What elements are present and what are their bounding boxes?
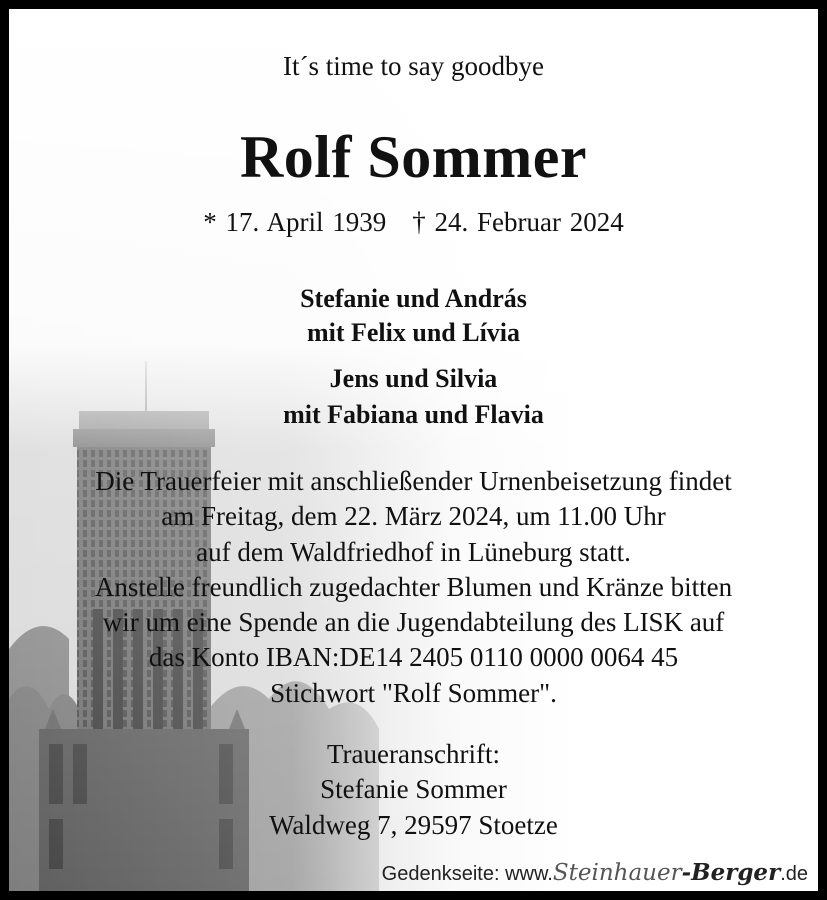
family-line: Stefanie und András bbox=[300, 284, 527, 313]
announcement-line: Die Trauerfeier mit anschließender Urnenbeisetzung findet bbox=[95, 466, 732, 496]
footer-suffix: .de bbox=[780, 863, 808, 885]
birth-date: * 17. April 1939 bbox=[203, 207, 387, 237]
brand-berger: Berger bbox=[691, 859, 781, 886]
brand-separator: - bbox=[681, 859, 692, 886]
notice-content bbox=[9, 9, 818, 891]
brand-steinhauer: Steinhauer bbox=[552, 860, 682, 886]
announcement-line: am Freitag, dem 22. März 2024, um 11.00 Uhr bbox=[161, 501, 666, 531]
address-heading: Traueranschrift: bbox=[327, 739, 500, 769]
announcement-line: das Konto IBAN:DE14 2405 0110 0000 0064 45 bbox=[148, 642, 679, 672]
memorial-page-link[interactable] bbox=[382, 859, 808, 886]
tagline: It´s time to say goodbye bbox=[283, 51, 544, 81]
announcement-line: Anstelle freundlich zugedachter Blumen und Kränze bitten bbox=[94, 572, 733, 602]
death-date: † 24. Februar 2024 bbox=[412, 207, 624, 237]
announcement-line: auf dem Waldfriedhof in Lüneburg statt. bbox=[196, 537, 631, 567]
deceased-name: Rolf Sommer bbox=[239, 124, 588, 190]
address-street: Waldweg 7, 29597 Stoetze bbox=[269, 810, 558, 840]
announcement-line: wir um eine Spende an die Jugendabteilung des LISK auf bbox=[102, 607, 725, 637]
life-dates bbox=[9, 207, 818, 238]
family-line: Jens und Silvia bbox=[329, 364, 498, 393]
footer-prefix: Gedenkseite: www. bbox=[381, 863, 553, 885]
family-line: mit Felix und Lívia bbox=[306, 318, 521, 347]
family-line: mit Fabiana und Flavia bbox=[283, 400, 544, 429]
address-name: Stefanie Sommer bbox=[320, 774, 507, 804]
announcement-line: Stichwort "Rolf Sommer". bbox=[270, 678, 557, 708]
